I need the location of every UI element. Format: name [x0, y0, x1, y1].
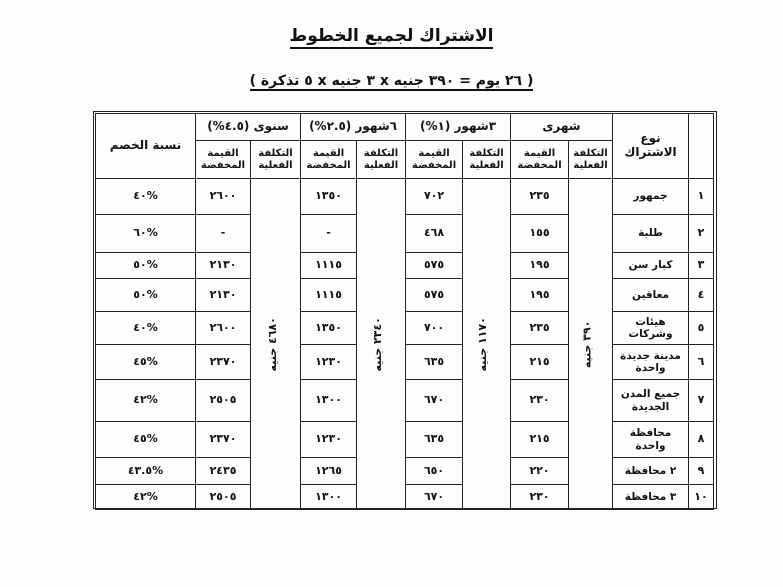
monthly-actual-cost — [569, 179, 613, 510]
row-number: ٥ — [689, 312, 714, 345]
subscription-type: مدينة جديدة واحدة — [613, 345, 689, 380]
six-months-reduced-value: ١٣٠٠ — [301, 485, 357, 510]
six-months-reduced-value: ١٢٣٠ — [301, 345, 357, 380]
three-months-reduced-value: ٦٣٥ — [406, 422, 463, 458]
six-months-reduced-value: ١٢٣٠ — [301, 422, 357, 458]
header-actual-cost: التكلفة الفعلية — [569, 141, 613, 179]
six-months-reduced-value: ١١١٥ — [301, 253, 357, 279]
three-months-reduced-value: ٥٧٥ — [406, 253, 463, 279]
row-number: ٩ — [689, 458, 714, 485]
row-number: ٧ — [689, 380, 714, 422]
six-months-reduced-value: ١٣٥٠ — [301, 179, 357, 215]
three-months-reduced-value: ٥٧٥ — [406, 279, 463, 312]
row-number: ٦ — [689, 345, 714, 380]
document-title — [0, 26, 783, 46]
header-reduced-value: القيمة المخفضة — [196, 141, 251, 179]
monthly-reduced-value: ٢١٥ — [511, 345, 569, 380]
row-number: ٨ — [689, 422, 714, 458]
annual-reduced-value: ٢٣٧٠ — [196, 422, 251, 458]
six-months-reduced-value: ١٣٠٠ — [301, 380, 357, 422]
three-months-actual-cost-text: ١١٧٠ جنيه — [475, 316, 489, 372]
subscription-type: ٣ محافظة — [613, 485, 689, 510]
monthly-reduced-value: ٢٣٥ — [511, 312, 569, 345]
header-actual-cost: التكلفة الفعلية — [357, 141, 406, 179]
three-months-reduced-value: ٤٦٨ — [406, 215, 463, 253]
row-number: ٢ — [689, 215, 714, 253]
annual-reduced-value: ٢١٣٠ — [196, 279, 251, 312]
three-months-reduced-value: ٧٠٠ — [406, 312, 463, 345]
discount-percentage: %٥٠ — [96, 279, 196, 312]
three-months-reduced-value: ٦٥٠ — [406, 458, 463, 485]
subscription-type: محافظة واحدة — [613, 422, 689, 458]
six-months-actual-cost-text: ٢٣٤٠ جنيه — [370, 316, 384, 372]
monthly-reduced-value: ٢٣٠ — [511, 485, 569, 510]
monthly-reduced-value: ٢٣٠ — [511, 380, 569, 422]
annual-reduced-value: ٢٦٠٠ — [196, 179, 251, 215]
subscription-type: معاقين — [613, 279, 689, 312]
monthly-actual-cost-text: ٣٩٠ جنيه — [580, 320, 594, 368]
annual-reduced-value: ٢٦٠٠ — [196, 312, 251, 345]
subscription-type: جميع المدن الجديدة — [613, 380, 689, 422]
annual-reduced-value: - — [196, 215, 251, 253]
header-reduced-value: القيمة المخفضة — [511, 141, 569, 179]
six-months-reduced-value: - — [301, 215, 357, 253]
header-number — [689, 114, 714, 179]
discount-percentage: %٦٠ — [96, 215, 196, 253]
discount-percentage: %٤٢ — [96, 380, 196, 422]
header-annual: سنوى (٤.٥%) — [196, 114, 301, 141]
header-monthly: شهرى — [511, 114, 613, 141]
monthly-reduced-value: ٢٢٠ — [511, 458, 569, 485]
annual-actual-cost — [251, 179, 301, 510]
subscription-type: جمهور — [613, 179, 689, 215]
monthly-reduced-value: ١٩٥ — [511, 253, 569, 279]
document-subtitle — [0, 70, 783, 89]
subscription-type: طلبة — [613, 215, 689, 253]
three-months-actual-cost — [463, 179, 511, 510]
row-number: ٣ — [689, 253, 714, 279]
title-text: الاشتراك لجميع الخطوط — [290, 26, 494, 49]
three-months-reduced-value: ٧٠٢ — [406, 179, 463, 215]
annual-reduced-value: ٢٥٠٥ — [196, 380, 251, 422]
header-six-months: ٦شهور (٢.٥%) — [301, 114, 406, 141]
six-months-reduced-value: ١١١٥ — [301, 279, 357, 312]
row-number: ١٠ — [689, 485, 714, 510]
six-months-actual-cost — [357, 179, 406, 510]
three-months-reduced-value: ٦٧٠ — [406, 380, 463, 422]
discount-percentage: %٤٠ — [96, 179, 196, 215]
subtitle-text: ( ٥ تذكرة x ٣ جنيه x ٢٦ يوم = ٣٩٠ جنيه ) — [249, 73, 534, 89]
header-reduced-value: القيمة المخفضة — [301, 141, 357, 179]
three-months-reduced-value: ٦٧٠ — [406, 485, 463, 510]
annual-reduced-value: ٢٥٠٥ — [196, 485, 251, 510]
six-months-reduced-value: ١٢٦٥ — [301, 458, 357, 485]
header-type: نوع الاشتراك — [613, 114, 689, 179]
annual-reduced-value: ٢٣٧٠ — [196, 345, 251, 380]
discount-percentage: %٤٠ — [96, 312, 196, 345]
table-row — [96, 179, 714, 215]
annual-reduced-value: ٢١٣٠ — [196, 253, 251, 279]
row-number: ١ — [689, 179, 714, 215]
subscription-type: هيئات وشركات — [613, 312, 689, 345]
subscription-type: كبار سن — [613, 253, 689, 279]
discount-percentage: %٤٢ — [96, 485, 196, 510]
header-reduced-value: القيمة المخفضة — [406, 141, 463, 179]
discount-percentage: %٤٥ — [96, 422, 196, 458]
monthly-reduced-value: ١٩٥ — [511, 279, 569, 312]
subscription-type: ٢ محافظة — [613, 458, 689, 485]
annual-reduced-value: ٢٤٣٥ — [196, 458, 251, 485]
monthly-reduced-value: ٢٣٥ — [511, 179, 569, 215]
discount-percentage: %٥٠ — [96, 253, 196, 279]
discount-percentage: %٤٣.٥ — [96, 458, 196, 485]
monthly-reduced-value: ٢١٥ — [511, 422, 569, 458]
header-actual-cost: التكلفة الفعلية — [251, 141, 301, 179]
header-actual-cost: التكلفة الفعلية — [463, 141, 511, 179]
discount-percentage: %٤٥ — [96, 345, 196, 380]
annual-actual-cost-text: ٤٦٨٠ جنيه — [265, 316, 279, 372]
three-months-reduced-value: ٦٣٥ — [406, 345, 463, 380]
six-months-reduced-value: ١٣٥٠ — [301, 312, 357, 345]
row-number: ٤ — [689, 279, 714, 312]
header-discount: نسبة الخصم — [96, 114, 196, 179]
header-three-months: ٣شهور (١%) — [406, 114, 511, 141]
monthly-reduced-value: ١٥٥ — [511, 215, 569, 253]
subscription-table — [95, 113, 714, 510]
